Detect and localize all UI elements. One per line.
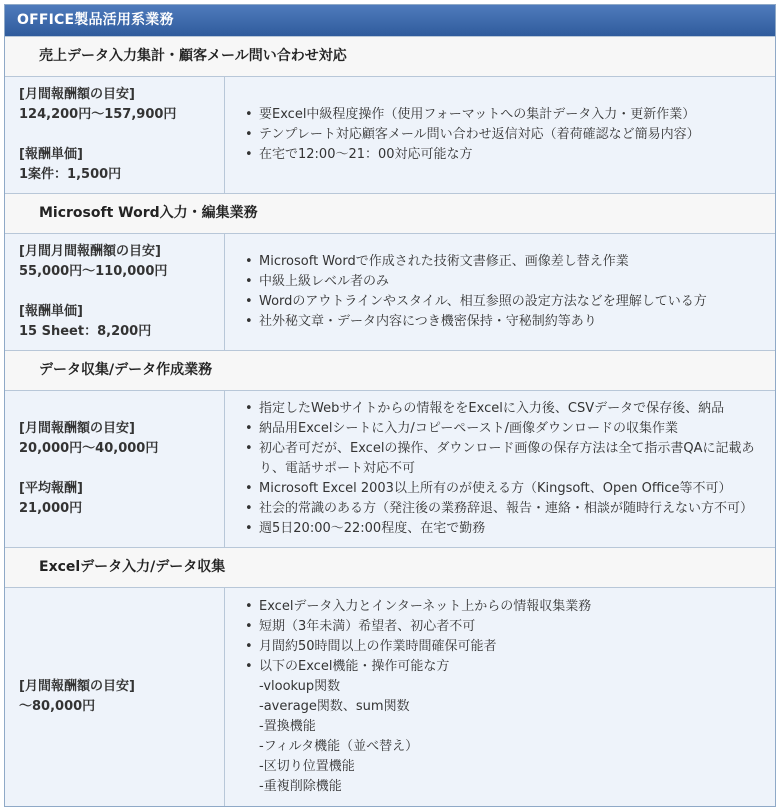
- list-item: • 納品用Excelシートに入力/コピーペースト/画像ダウンロードの収集作業: [235, 419, 775, 439]
- job-section: [5, 350, 775, 547]
- section-title: 売上データ入力集計・顧客メール問い合わせ対応: [5, 36, 775, 77]
- list-item: • 週5日20:00～22:00程度、在宅で勤務: [235, 519, 775, 539]
- pay-label: [報酬単価]: [19, 304, 83, 319]
- list-item: • 中級上級レベル者のみ: [235, 272, 775, 292]
- section-title: Microsoft Word入力・編集業務: [5, 193, 775, 234]
- pay-value: 15 Sheet：8,200円: [19, 324, 152, 339]
- section-body: [5, 588, 775, 806]
- list-item: • Microsoft Excel 2003以上所有のが使える方（Kingsoft、Open Office等不可）: [235, 479, 775, 499]
- pay-value: 21,000円: [19, 501, 83, 516]
- list-item: • 在宅で12:00～21：00対応可能な方: [235, 145, 775, 165]
- list-item: • Wordのアウトラインやスタイル、相互参照の設定方法などを理解している方: [235, 292, 775, 312]
- job-section: [5, 193, 775, 350]
- section-title: Excelデータ入力/データ収集: [5, 547, 775, 588]
- pay-info: [5, 234, 225, 350]
- pay-value: 1案件：1,500円: [19, 167, 122, 182]
- job-table: [4, 4, 776, 807]
- pay-label: [月間報酬額の目安]: [19, 679, 135, 694]
- list-item-continuation: り、電話サポート対応不可: [259, 461, 416, 476]
- sub-item: -フィルタ機能（並べ替え）: [259, 739, 419, 754]
- section-body: [5, 77, 775, 193]
- sub-item: -区切り位置機能: [259, 759, 355, 774]
- pay-value: 124,200円～157,900円: [19, 107, 177, 122]
- list-item: • 初心者可だが、Excelの操作、ダウンロード画像の保存方法は全て指示書QAに記載あ: [235, 439, 775, 459]
- list-item: • 短期（3年未満）希望者、初心者不可: [235, 617, 775, 637]
- pay-label: [月間報酬額の目安]: [19, 421, 135, 436]
- list-item: • 月間約50時間以上の作業時間確保可能者: [235, 637, 775, 657]
- pay-info: [5, 77, 225, 193]
- requirements: [225, 588, 775, 806]
- list-item: • 以下のExcel機能・操作可能な方: [235, 657, 775, 677]
- list-item: • 社外秘文章・データ内容につき機密保持・守秘制約等あり: [235, 312, 775, 332]
- list-item: • テンプレート対応顧客メール問い合わせ返信対応（着荷確認など簡易内容）: [235, 125, 775, 145]
- pay-info: [5, 588, 225, 806]
- list-item: • 社会的常識のある方（発注後の業務辞退、報告・連絡・相談が随時行えない方不可）: [235, 499, 775, 519]
- section-body: [5, 234, 775, 350]
- pay-value: ～80,000円: [19, 699, 96, 714]
- sub-item: -vlookup関数: [259, 679, 341, 694]
- requirements: [225, 234, 775, 350]
- job-section: [5, 547, 775, 806]
- table-header-title: OFFICE製品活用系業務: [5, 5, 775, 36]
- sub-item: -置換機能: [259, 719, 316, 734]
- section-title: データ収集/データ作成業務: [5, 350, 775, 391]
- list-item: • 要Excel中級程度操作（使用フォーマットへの集計データ入力・更新作業）: [235, 105, 775, 125]
- requirements: [225, 391, 775, 547]
- section-body: [5, 391, 775, 547]
- pay-info: [5, 391, 225, 547]
- requirements: [225, 77, 775, 193]
- sub-item: -重複削除機能: [259, 779, 342, 794]
- pay-value: 20,000円～40,000円: [19, 441, 159, 456]
- list-item: • Microsoft Wordで作成された技術文書修正、画像差し替え作業: [235, 252, 775, 272]
- pay-value: 55,000円～110,000円: [19, 264, 168, 279]
- pay-label: [平均報酬]: [19, 481, 83, 496]
- sub-item: -average関数、sum関数: [259, 699, 410, 714]
- list-item: • 指定したWebサイトからの情報ををExcelに入力後、CSVデータで保存後、納品: [235, 399, 775, 419]
- pay-label: [報酬単価]: [19, 147, 83, 162]
- list-item: • Excelデータ入力とインターネット上からの情報収集業務: [235, 597, 775, 617]
- pay-label: [月間月間報酬額の目安]: [19, 244, 161, 259]
- job-section: [5, 36, 775, 193]
- pay-label: [月間報酬額の目安]: [19, 87, 135, 102]
